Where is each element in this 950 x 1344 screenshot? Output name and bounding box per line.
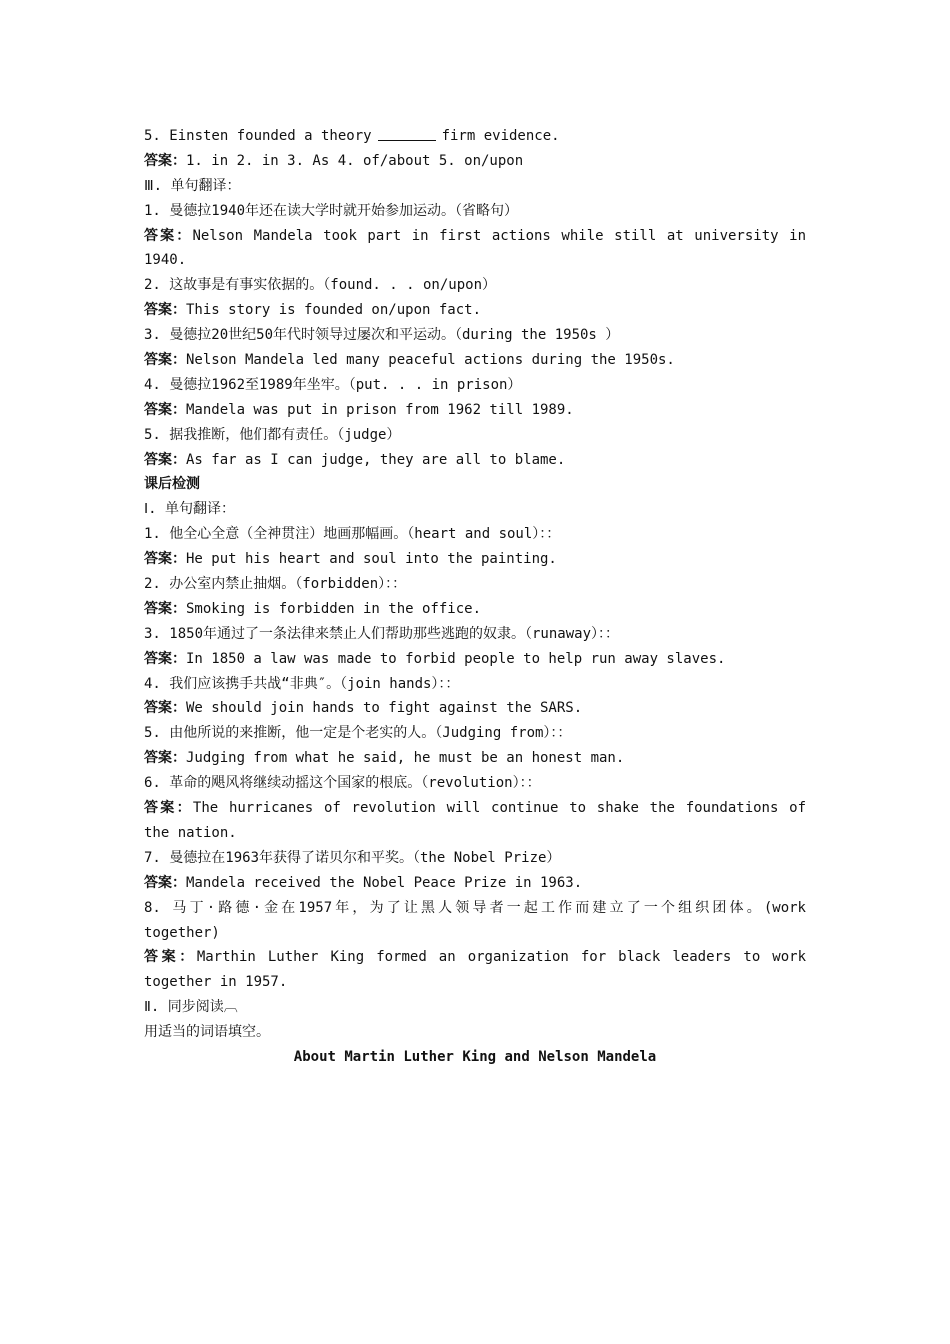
question-line: 4. 我们应该携手共战“非典″。（join hands）：：	[144, 675, 460, 692]
section-heading: 课后检测	[144, 476, 200, 493]
answer-line	[144, 647, 806, 672]
answer-label: 答案：	[144, 352, 186, 369]
question-line: 6. 革命的飓风将继续动摇这个国家的根底。（revolution）：：	[144, 775, 541, 792]
answer-label: 答案：	[144, 227, 193, 244]
answer-text: 1. in 2. in 3. As 4. of/about 5. on/upon	[186, 152, 524, 169]
answer-text: The hurricanes of revolution will continue to shake the foundations of	[192, 800, 806, 817]
answer-label: 答案：	[144, 800, 193, 817]
question-line: 3. 1850年通过了一条法律来禁止人们帮助那些逃跑的奴隶。（runaway）：：	[144, 625, 620, 642]
answer-label: 答案：	[144, 451, 186, 468]
fill-in-blank	[378, 126, 436, 141]
text-line: together)	[144, 924, 220, 941]
answer-line	[144, 945, 806, 970]
answer-line	[144, 448, 806, 473]
answer-text: Marthin Luther King formed an organization for black leaders to work	[196, 949, 806, 966]
answer-label: 答案：	[144, 949, 197, 966]
section-header: Ⅲ. 单句翻译：	[144, 177, 241, 194]
answer-line	[144, 149, 806, 174]
question-line: 5. 由他所说的来推断，他一定是个老实的人。（Judging from）：：	[144, 725, 572, 742]
answer-text: Mandela received the Nobel Peace Prize in 1963.	[186, 874, 583, 891]
answer-label: 答案：	[144, 650, 186, 667]
question-line: 2. 这故事是有事实依据的。（found. . . on/upon）	[144, 277, 497, 294]
question-text-after: firm evidence.	[441, 128, 560, 144]
question-line: 1. 曼德拉1940年还在读大学时就开始参加运动。（省略句）	[144, 202, 518, 219]
answer-line	[144, 871, 806, 896]
answer-label: 答案：	[144, 700, 186, 717]
question-line: 5. 据我推断，他们都有责任。（judge）	[144, 426, 401, 443]
answer-label: 答案：	[144, 750, 186, 767]
answer-line	[144, 224, 806, 249]
passage-title: About Martin Luther King and Nelson Mandela	[293, 1048, 657, 1065]
question-line	[144, 124, 806, 149]
answer-label: 答案：	[144, 600, 186, 617]
question-text-before: 5. Einsten founded a theory	[144, 128, 372, 144]
text-line: together in 1957.	[144, 974, 288, 991]
text-line: 1940.	[144, 252, 187, 269]
section-header: Ⅱ. 同步阅读︹	[144, 999, 238, 1016]
answer-text: Nelson Mandela took part in first actions while still at university in	[192, 227, 806, 244]
question-line: 2. 办公室内禁止抽烟。（forbidden）：：	[144, 576, 407, 593]
answer-line	[144, 547, 806, 572]
text-line: 用适当的词语填空。	[144, 1024, 270, 1041]
answer-text: Mandela was put in prison from 1962 till 1989.	[186, 401, 574, 418]
answer-line	[144, 696, 806, 721]
question-line: 3. 曼德拉20世纪50年代时领导过屡次和平运动。（during the 1950s ）	[144, 327, 620, 344]
document-page	[144, 124, 806, 1070]
answer-line	[144, 298, 806, 323]
answer-text: Nelson Mandela led many peaceful actions during the 1950s.	[186, 352, 675, 369]
answer-line	[144, 398, 806, 423]
answer-label: 答案：	[144, 551, 186, 568]
answer-line	[144, 348, 806, 373]
answer-text: He put his heart and soul into the painting.	[186, 551, 557, 568]
question-line: 7. 曼德拉在1963年获得了诺贝尔和平奖。（the Nobel Prize）	[144, 849, 561, 866]
text-line: the nation.	[144, 824, 237, 841]
answer-text: As far as I can judge, they are all to blame.	[186, 451, 566, 468]
answer-text: We should join hands to fight against the SARS.	[186, 700, 583, 717]
answer-label: 答案：	[144, 302, 186, 319]
answer-text: Smoking is forbidden in the office.	[186, 600, 482, 617]
answer-label: 答案：	[144, 401, 186, 418]
question-line: 8. 马丁·路德·金在1957年，为了让黑人领导者一起工作而建立了一个组织团体。(work	[144, 899, 806, 916]
answer-label: 答案：	[144, 152, 186, 169]
question-line: 1. 他全心全意（全神贯注）地画那幅画。（heart and soul）：：	[144, 526, 561, 543]
section-header: Ⅰ. 单句翻译：	[144, 501, 235, 518]
answer-text: In 1850 a law was made to forbid people to help run away slaves.	[186, 650, 726, 667]
answer-text: This story is founded on/upon fact.	[186, 302, 482, 319]
answer-label: 答案：	[144, 874, 186, 891]
answer-line	[144, 796, 806, 821]
answer-text: Judging from what he said, he must be an honest man.	[186, 750, 625, 767]
question-line: 4. 曼德拉1962至1989年坐牢。（put. . . in prison）	[144, 376, 522, 393]
answer-line	[144, 597, 806, 622]
answer-line	[144, 746, 806, 771]
